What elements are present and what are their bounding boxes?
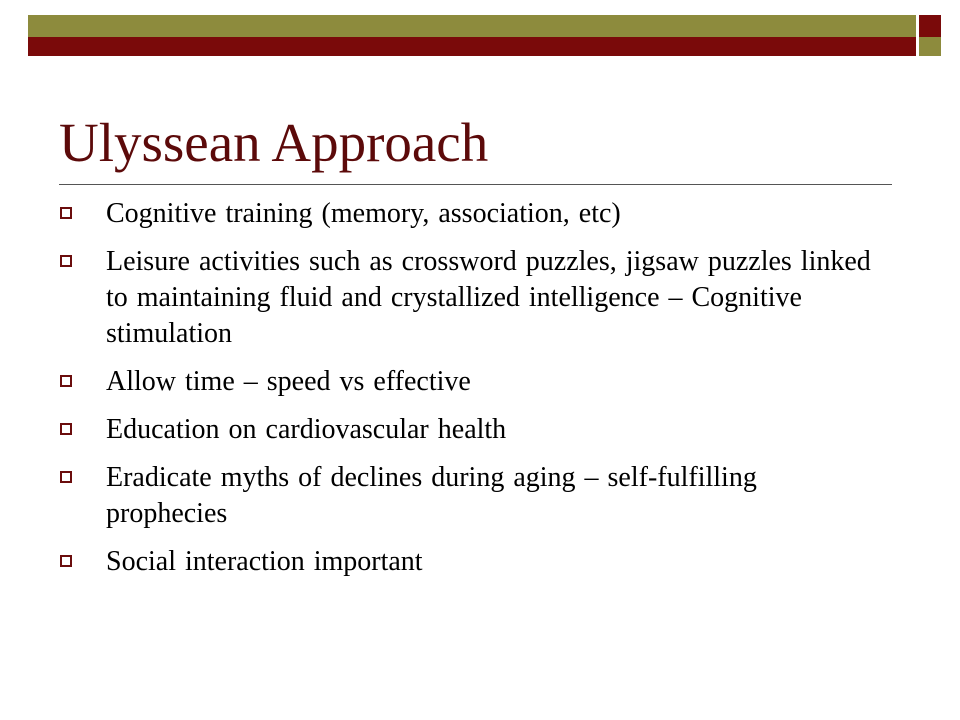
bullet-item	[60, 364, 880, 400]
corner-square-maroon	[919, 15, 941, 37]
bullet-text: Leisure activities such as crossword puzzles, jigsaw puzzles linked to maintaining fluid and crystallized intelligence – Cognitive stimulation	[106, 246, 871, 349]
header-band-maroon	[28, 37, 916, 56]
bullet-text: Allow time – speed vs effective	[106, 366, 471, 397]
square-bullet-icon	[60, 207, 72, 219]
square-bullet-icon	[60, 471, 72, 483]
square-bullet-icon	[60, 375, 72, 387]
bullet-list	[60, 196, 880, 592]
bullet-text: Social interaction important	[106, 546, 423, 577]
bullet-item	[60, 544, 880, 580]
slide-title: Ulyssean Approach	[59, 112, 489, 173]
title-divider	[59, 184, 892, 185]
square-bullet-icon	[60, 255, 72, 267]
bullet-item	[60, 196, 880, 232]
bullet-text: Education on cardiovascular health	[106, 414, 507, 445]
bullet-text: Cognitive training (memory, association, etc)	[106, 198, 621, 229]
corner-square-olive	[919, 37, 941, 56]
bullet-text: Eradicate myths of declines during aging – self-fulfilling prophecies	[106, 462, 757, 529]
square-bullet-icon	[60, 555, 72, 567]
bullet-item	[60, 460, 880, 532]
bullet-item	[60, 244, 880, 352]
header-band-olive	[28, 15, 916, 37]
square-bullet-icon	[60, 423, 72, 435]
bullet-item	[60, 412, 880, 448]
